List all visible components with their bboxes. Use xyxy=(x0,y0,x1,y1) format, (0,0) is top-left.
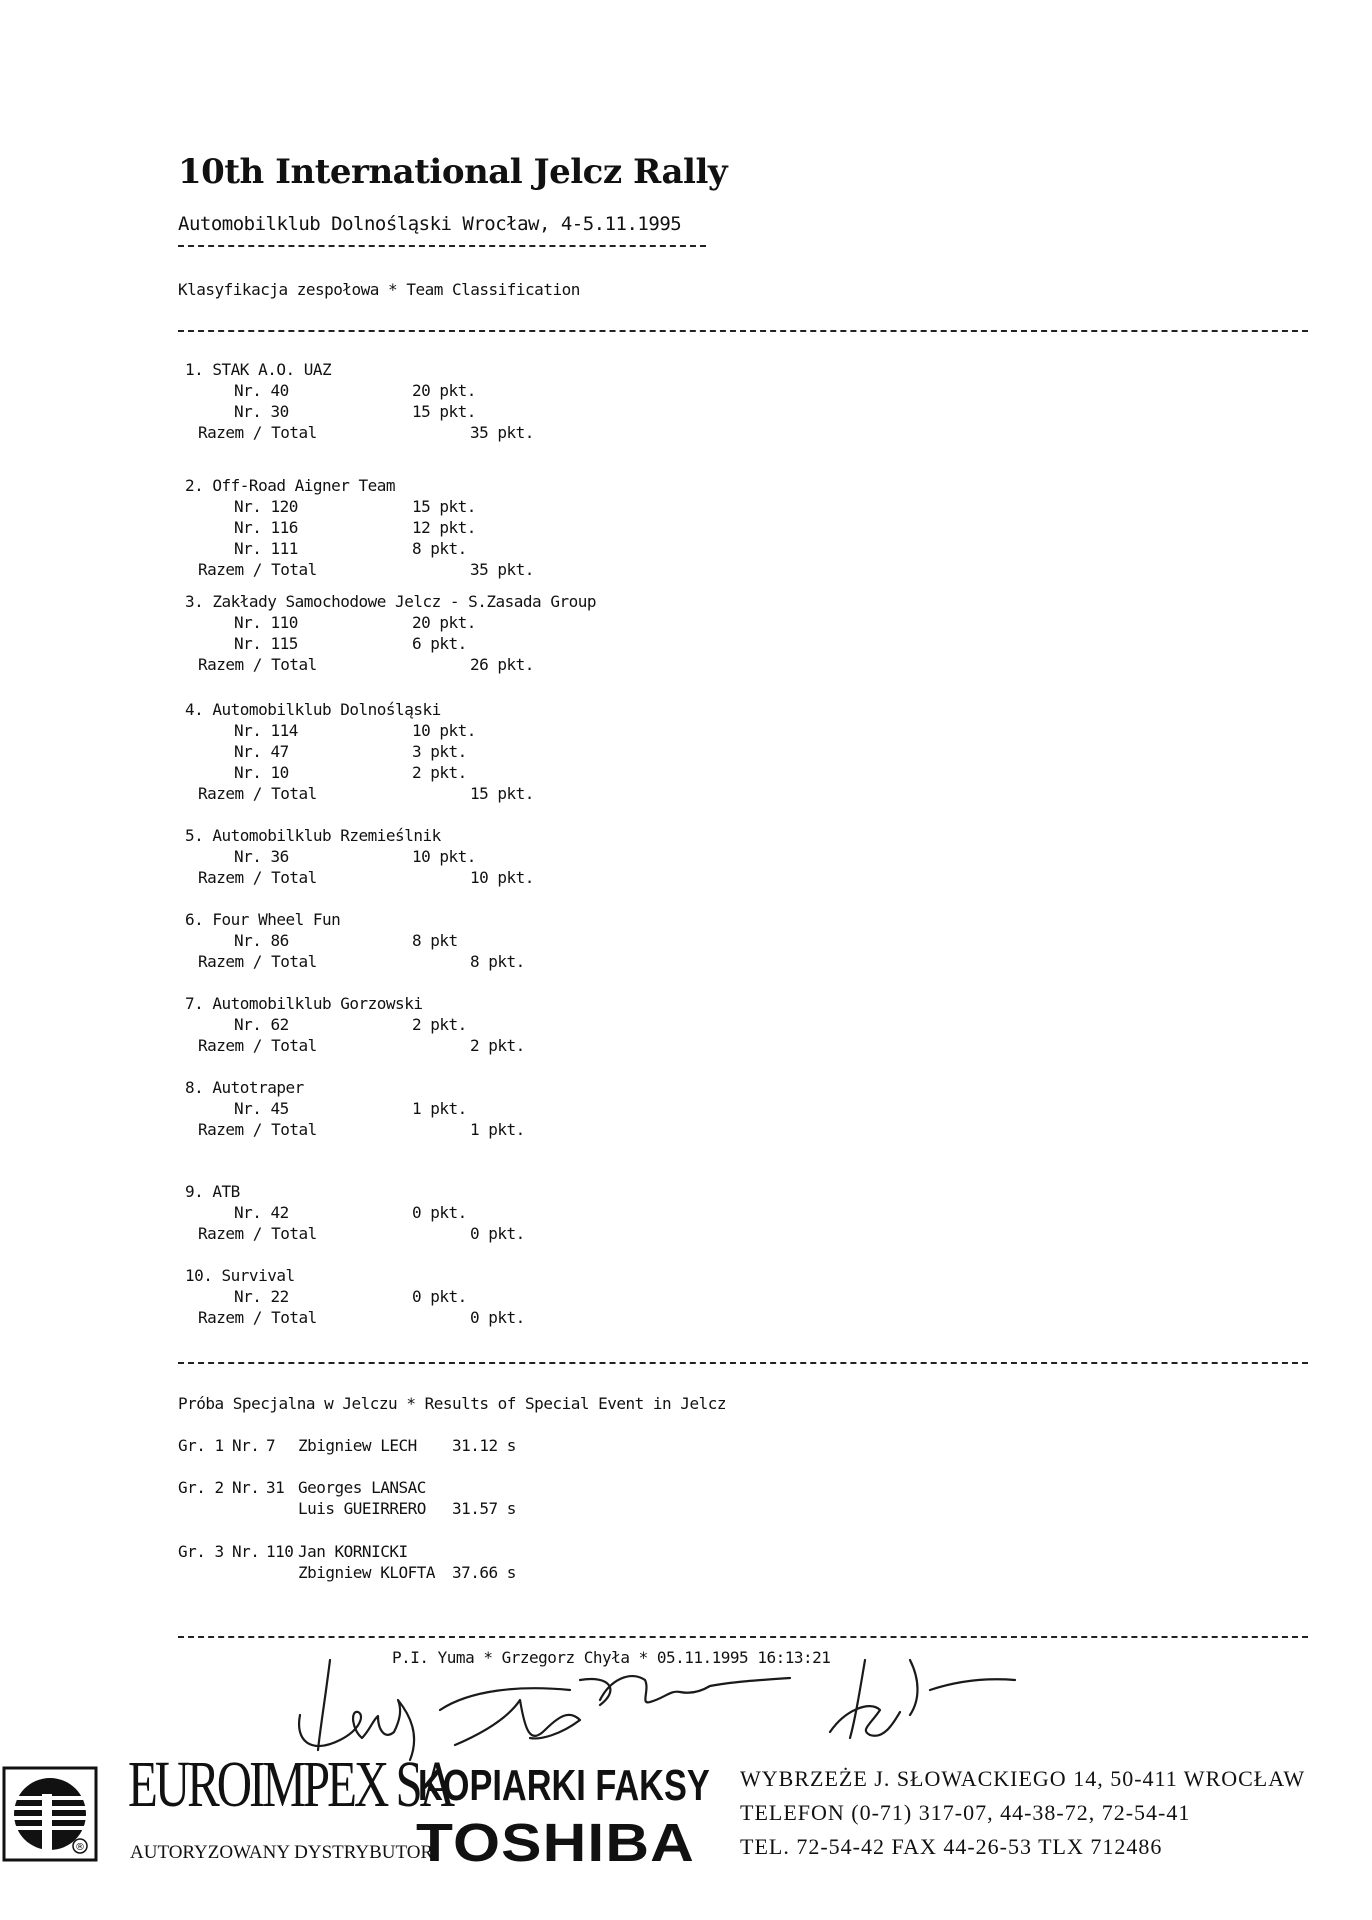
entry-points: 15 pkt. xyxy=(412,402,476,421)
driver-name: Zbigniew KLOFTA xyxy=(298,1563,435,1582)
team-entry xyxy=(0,381,700,403)
car-number: 7 xyxy=(266,1436,276,1455)
divider xyxy=(178,1362,1308,1364)
team-entry xyxy=(0,721,700,743)
entry-points: 12 pkt. xyxy=(412,518,476,537)
entry-points: 8 pkt xyxy=(412,931,458,950)
total-points: 1 pkt. xyxy=(470,1120,525,1139)
product-line: KOPIARKI FAKSY xyxy=(418,1761,710,1810)
entry-number: Nr. 86 xyxy=(234,931,289,950)
special-event-heading: Próba Specjalna w Jelczu * Results of Special Event in Jelcz xyxy=(178,1394,726,1413)
entry-points: 0 pkt. xyxy=(412,1203,467,1222)
entry-number: Nr. 45 xyxy=(234,1099,289,1118)
document-title: 10th International Jelcz Rally xyxy=(178,152,728,192)
team-name: 6. Four Wheel Fun xyxy=(185,910,341,929)
total-label: Razem / Total xyxy=(198,1224,317,1243)
entry-number: Nr. 30 xyxy=(234,402,289,421)
total-points: 35 pkt. xyxy=(470,423,534,442)
operator-footer: P.I. Yuma * Grzegorz Chyła * 05.11.1995 16:13:21 xyxy=(392,1648,831,1667)
team-name: 1. STAK A.O. UAZ xyxy=(185,360,332,379)
driver-name: Georges LANSAC xyxy=(298,1478,426,1497)
driver-name: Zbigniew LECH xyxy=(298,1436,417,1455)
team-entry xyxy=(0,1287,700,1309)
total-label: Razem / Total xyxy=(198,1120,317,1139)
total-label: Razem / Total xyxy=(198,655,317,674)
signature-2 xyxy=(440,1679,610,1745)
signature-3 xyxy=(600,1676,790,1702)
total-points: 2 pkt. xyxy=(470,1036,525,1055)
entry-number: Nr. 115 xyxy=(234,634,298,653)
document-subtitle: Automobilklub Dolnośląski Wrocław, 4-5.11.1995 xyxy=(178,213,682,235)
entry-points: 15 pkt. xyxy=(412,497,476,516)
team-total-row xyxy=(0,1036,700,1058)
team-name: 4. Automobilklub Dolnośląski xyxy=(185,700,441,719)
team-entry xyxy=(0,497,700,519)
team-entry xyxy=(0,1099,700,1121)
team-name: 9. ATB xyxy=(185,1182,240,1201)
nr-label: Nr. xyxy=(232,1542,260,1561)
total-label: Razem / Total xyxy=(198,1308,317,1327)
total-points: 10 pkt. xyxy=(470,868,534,887)
entry-number: Nr. 36 xyxy=(234,847,289,866)
signature-1 xyxy=(299,1660,414,1760)
group-label: Gr. 2 xyxy=(178,1478,224,1497)
entry-number: Nr. 114 xyxy=(234,721,298,740)
group-label: Gr. 3 xyxy=(178,1542,224,1561)
team-entry xyxy=(0,763,700,785)
company-address: WYBRZEŻE J. SŁOWACKIEGO 14, 50-411 WROCŁAW xyxy=(740,1766,1306,1791)
group-label: Gr. 1 xyxy=(178,1436,224,1455)
company-tel-fax-tlx: TEL. 72-54-42 FAX 44-26-53 TLX 712486 xyxy=(740,1834,1163,1859)
registered-mark: ® xyxy=(75,1842,85,1853)
team-name: 8. Autotraper xyxy=(185,1078,304,1097)
team-name: 10. Survival xyxy=(185,1266,295,1285)
team-total-row xyxy=(0,560,700,582)
special-event-row xyxy=(0,1478,800,1518)
entry-points: 2 pkt. xyxy=(412,1015,467,1034)
entry-number: Nr. 62 xyxy=(234,1015,289,1034)
entry-number: Nr. 40 xyxy=(234,381,289,400)
team-entry xyxy=(0,1203,700,1225)
team-total-row xyxy=(0,784,700,806)
driver-name: Luis GUEIRRERO xyxy=(298,1499,426,1518)
team-total-row xyxy=(0,1120,700,1142)
total-label: Razem / Total xyxy=(198,868,317,887)
team-total-row xyxy=(0,868,700,890)
team-entry xyxy=(0,847,700,869)
entry-points: 6 pkt. xyxy=(412,634,467,653)
total-points: 0 pkt. xyxy=(470,1308,525,1327)
entry-points: 20 pkt. xyxy=(412,381,476,400)
team-total-row xyxy=(0,952,700,974)
nr-label: Nr. xyxy=(232,1478,260,1497)
team-entry xyxy=(0,402,700,424)
entry-number: Nr. 22 xyxy=(234,1287,289,1306)
euroimpex-logo xyxy=(2,1766,98,1862)
driver-name: Jan KORNICKI xyxy=(298,1542,408,1561)
total-points: 15 pkt. xyxy=(470,784,534,803)
entry-points: 3 pkt. xyxy=(412,742,467,761)
car-number: 110 xyxy=(266,1542,294,1561)
entry-points: 10 pkt. xyxy=(412,847,476,866)
team-name: 5. Automobilklub Rzemieślnik xyxy=(185,826,441,845)
special-event-row xyxy=(0,1436,800,1458)
entry-points: 8 pkt. xyxy=(412,539,467,558)
entry-points: 10 pkt. xyxy=(412,721,476,740)
team-total-row xyxy=(0,1224,700,1246)
team-name: 2. Off-Road Aigner Team xyxy=(185,476,396,495)
entry-number: Nr. 47 xyxy=(234,742,289,761)
car-number: 31 xyxy=(266,1478,285,1497)
signature-4 xyxy=(830,1660,1015,1738)
team-entry xyxy=(0,613,700,635)
company-name: EUROIMPEX SA xyxy=(128,1748,453,1821)
result-time: 37.66 s xyxy=(452,1563,516,1582)
total-points: 8 pkt. xyxy=(470,952,525,971)
result-time: 31.57 s xyxy=(452,1499,516,1518)
team-total-row xyxy=(0,655,700,677)
total-points: 26 pkt. xyxy=(470,655,534,674)
classification-heading: Klasyfikacja zespołowa * Team Classification xyxy=(178,280,580,299)
total-label: Razem / Total xyxy=(198,784,317,803)
entry-number: Nr. 110 xyxy=(234,613,298,632)
entry-number: Nr. 42 xyxy=(234,1203,289,1222)
result-time: 31.12 s xyxy=(452,1436,516,1455)
nr-label: Nr. xyxy=(232,1436,260,1455)
team-entry xyxy=(0,539,700,561)
team-entry xyxy=(0,1015,700,1037)
entry-number: Nr. 116 xyxy=(234,518,298,537)
entry-number: Nr. 111 xyxy=(234,539,298,558)
total-points: 35 pkt. xyxy=(470,560,534,579)
company-tagline: AUTORYZOWANY DYSTRYBUTOR xyxy=(130,1842,434,1863)
entry-points: 2 pkt. xyxy=(412,763,467,782)
team-total-row xyxy=(0,423,700,445)
entry-points: 1 pkt. xyxy=(412,1099,467,1118)
entry-points: 20 pkt. xyxy=(412,613,476,632)
total-label: Razem / Total xyxy=(198,423,317,442)
total-label: Razem / Total xyxy=(198,1036,317,1055)
team-entry xyxy=(0,742,700,764)
company-phone: TELEFON (0-71) 317-07, 44-38-72, 72-54-41 xyxy=(740,1800,1191,1825)
team-entry xyxy=(0,518,700,540)
total-label: Razem / Total xyxy=(198,560,317,579)
total-points: 0 pkt. xyxy=(470,1224,525,1243)
team-total-row xyxy=(0,1308,700,1330)
team-name: 7. Automobilklub Gorzowski xyxy=(185,994,423,1013)
team-entry xyxy=(0,634,700,656)
entry-points: 0 pkt. xyxy=(412,1287,467,1306)
total-label: Razem / Total xyxy=(198,952,317,971)
brand-name: TOSHIBA xyxy=(416,1813,695,1873)
entry-number: Nr. 10 xyxy=(234,763,289,782)
team-entry xyxy=(0,931,700,953)
special-event-row xyxy=(0,1542,800,1582)
team-name: 3. Zakłady Samochodowe Jelcz - S.Zasada Group xyxy=(185,592,596,611)
entry-number: Nr. 120 xyxy=(234,497,298,516)
